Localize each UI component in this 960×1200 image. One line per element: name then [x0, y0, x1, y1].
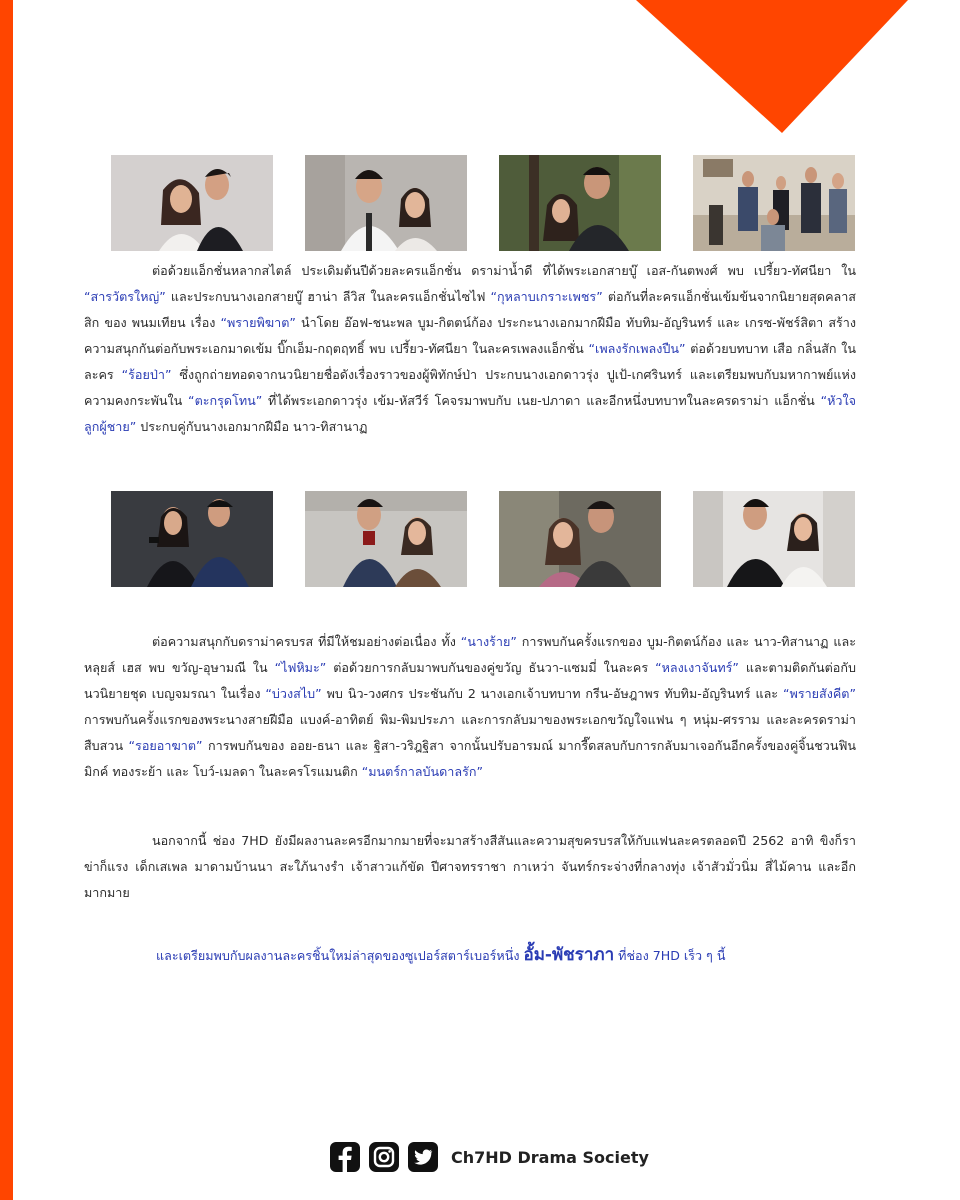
drama-title-link: “พรายพิฆาต”: [220, 315, 296, 330]
drama-title-link: “รอยอาฆาต”: [128, 738, 203, 753]
drama-title-link: “หัวใจลูกผู้ชาย”: [84, 393, 856, 434]
paragraph-more-dramas: นอกจากนี้ ช่อง 7HD ยังมีผลงานละครอีกมากมายที่จะมาสร้างสีสันและความสุขครบรสให้กับแฟนละครตลอดปี 2562 อาทิ ขิงก็ราข่าก็แรง เด็กเสเพล มาดามบ้านนา สะใภ้นางรำ เจ้าสาวแก้ขัด ปีศาจทรราชา กาเหว่า จันทร์กระจ่างที่กลางทุ่ง เจ้าสัวมั่วนิ่ม สี่ไม้คาน และอีกมากมาย: [84, 833, 856, 900]
drama-title-link: “เพลงรักเพลงปืน”: [588, 341, 686, 356]
facebook-icon[interactable]: [330, 1142, 360, 1172]
promo-photo-6: [305, 491, 467, 587]
brand-name: Ch7HD Drama Society: [451, 1147, 649, 1167]
footer-social: [330, 1141, 649, 1173]
photo-row-2: [111, 491, 855, 587]
drama-title-link: “ร้อยป่า”: [121, 367, 172, 382]
promo-photo-2: [305, 155, 467, 251]
promo-photo-8: [693, 491, 855, 587]
instagram-icon[interactable]: [369, 1142, 399, 1172]
paragraph-drama-lineup: ต่อความสนุกกับดราม่าครบรส ที่มีให้ชมอย่างต่อเนื่อง ทั้ง “นางร้าย” การพบกันครั้งแรกของ บูม-กิตตน์ก้อง และ นาว-ทิสานาฏ และหลุยส์ เฮส พบ ขวัญ-อุษามณี ใน “ไฟหิมะ” ต่อด้วยการกลับมาพบกันของคู่ขวัญ ธันวา-แซมมี่ ในละคร “หลงเงาจันทร์” และตามติดกันต่อกับนวนิยายชุด เบญจมรณา ในเรื่อง “บ่วงสไบ” พบ นิว-วงศกร ประชันกับ 2 นางเอกเจ้าบทบาท กรีน-อัษฎาพร ทับทิม-อัญรินทร์ และ “พรายสังคีต” การพบกันครั้งแรกของพระนางสายฝีมือ แบงค์-อาทิตย์ พิม-พิมประภา และการกลับมาของพระเอกขวัญใจแฟน ๆ หนุ่ม-ศรราม และละครดราม่า สืบสวน “รอยอาฆาต” การพบกันของ ออย-ธนา และ ฐิสา-วริฎฐิสา จากนั้นปรับอารมณ์ มากรี๊ดสลบกับการกลับมาเจอกันอีกครั้งของคู่จิ้นชวนฟิน มิกค์ ทองระย้า และ โบว์-เมลดา ในละครโรแมนติก “มนตร์กาลบันดาลรัก”: [84, 634, 857, 779]
twitter-icon[interactable]: [408, 1142, 438, 1172]
drama-title-link: “พรายสังคีต”: [783, 686, 857, 701]
drama-title-link: “สารวัตรใหญ่”: [84, 289, 166, 304]
left-accent-bar: [0, 0, 13, 1200]
photo-row-1: [111, 155, 855, 251]
closing-announcement: และเตรียมพบกับผลงานละครชิ้นใหม่ล่าสุดของซูเปอร์สตาร์เบอร์หนึ่ง อั้ม-พัชราภา ที่ช่อง 7HD เร็ว ๆ นี้: [156, 945, 726, 965]
drama-title-link: “หลงเงาจันทร์”: [655, 660, 739, 675]
featured-star-name: อั้ม-พัชราภา: [523, 945, 615, 965]
promo-photo-7: [499, 491, 661, 587]
drama-title-link: “กุหลาบเกราะเพชร”: [490, 289, 603, 304]
paragraph-action-dramas: ต่อด้วยแอ็กชั่นหลากสไตล์ ประเดิมต้นปีด้วยละครแอ็กชั่น ดราม่าน้ำดี ที่ได้พระเอกสายบู๊ เอส-กันตพงศ์ พบ เปรี้ยว-ทัศนียา ใน “สารวัตรใหญ่” และประกบนางเอกสายบู๊ ฮาน่า ลีวิส ในละครแอ็กชั่นไซไฟ “กุหลาบเกราะเพชร” ต่อกันที่ละครแอ็กชั่นเข้มข้นจากนิยายสุดคลาสสิก ของ พนมเทียน เรื่อง “พรายพิฆาต” นำโดย อ๊อฟ-ชนะพล บูม-กิตตน์ก้อง ประกะนางเอกมากฝีมือ ทับทิม-อัญรินทร์ และ เกรซ-พัชร์สิตา สร้างความสนุกกันต่อกับพระเอกมาดเข้ม บิ๊กเอ็ม-กฤตฤทธิ์ พบ เปรี้ยว-ทัศนียา ในละครเพลงแอ็กชั่น “เพลงรักเพลงปืน” ต่อด้วยบทบาท เสือ กลิ่นสัก ในละคร “ร้อยป่า” ซึ่งถูกถ่ายทอดจากนวนิยายชื่อดังเรื่องราวของผู้พิทักษ์ป่า ประกบนางเอกดาวรุ่ง ปูเป้-เกศรินทร์ และเตรียมพบกับมหากาพย์แห่งความคงกระพันใน “ตะกรุดโทน” ที่ได้พระเอกดาวรุ่ง เข้ม-หัสวีร์ โคจรมาพบกับ เนย-ปภาดา และอีกหนึ่งบทบาทในละครดราม่า แอ็กชั่น “หัวใจลูกผู้ชาย” ประกบคู่กับนางเอกมากฝีมือ นาว-ทิสานาฏ: [84, 263, 856, 434]
drama-title-link: “ไฟหิมะ”: [274, 660, 327, 675]
drama-title-link: “นางร้าย”: [460, 634, 517, 649]
promo-photo-4: [693, 155, 855, 251]
drama-title-link: “ตะกรุดโทน”: [188, 393, 263, 408]
promo-photo-5: [111, 491, 273, 587]
corner-accent-triangle: [0, 0, 960, 140]
promo-photo-3: [499, 155, 661, 251]
drama-title-link: “มนตร์กาลบันดาลรัก”: [361, 764, 483, 779]
drama-title-link: “บ่วงสไบ”: [265, 686, 322, 701]
promo-photo-1: [111, 155, 273, 251]
